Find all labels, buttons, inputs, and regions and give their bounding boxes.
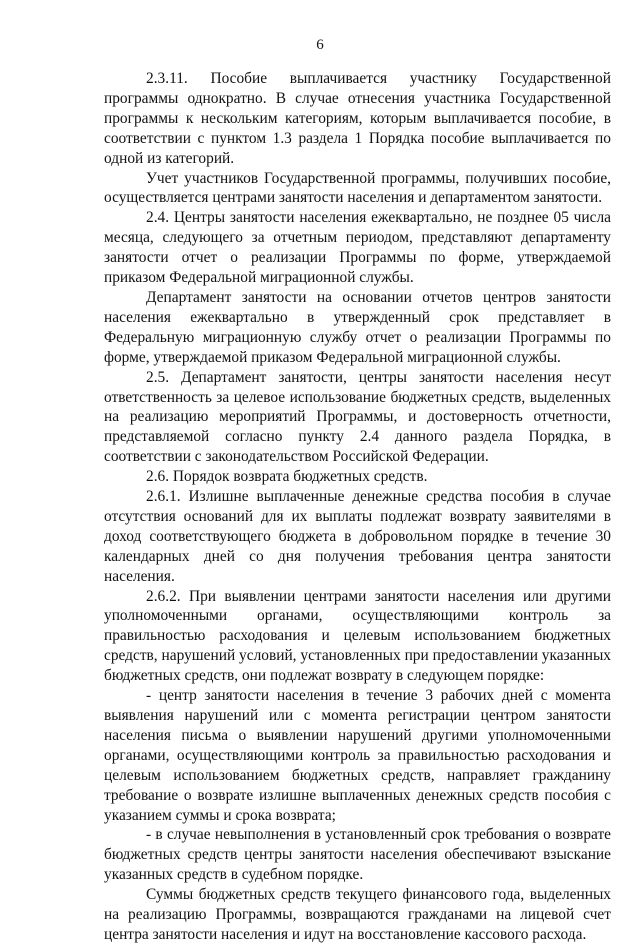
- paragraph-2-5: 2.5. Департамент занятости, центры занятости населения несут ответственность за целевое использование бюджетных средств, выделенных на реализацию мероприятий Программы, и достоверность отчетности, представляемой согласно пункту 2.4 данного раздела Порядка, в соответствии с законодательством Российской Федерации.: [104, 368, 611, 466]
- document-body: [104, 69, 611, 945]
- list-item-claim: - центр занятости населения в течение 3 рабочих дней с момента выявления нарушений или с момента регистрации центром занятости населения письма о выявлении нарушений другими уполномоченными органами, осуществляющими контроль за правильностью расходования и целевым использованием бюджетных средств, направляет гражданину требование о возврате излишне выплаченных денежных средств пособия с указанием суммы и срока возврата;: [104, 687, 611, 824]
- paragraph-2-6: 2.6. Порядок возврата бюджетных средств.: [146, 468, 428, 486]
- page-number: 6: [316, 37, 324, 53]
- paragraph-2-6-2: 2.6.2. При выявлении центрами занятости населения или другими уполномоченными органами, осуществляющими контроль за правильностью расходования и целевым использованием бюджетных средств, нарушений условий, установленных при предоставлении указанных бюджетных средств, они подлежат возврату в следующем порядке:: [104, 587, 611, 685]
- paragraph-2-3-11: 2.3.11. Пособие выплачивается участнику Государственной программы однократно. В случае отнесения участника Государственной программы к нескольким категориям, которым выплачивается пособие, в соответствии с пунктом 1.3 раздела 1 Порядка пособие выплачивается по одной из категорий.: [104, 70, 611, 167]
- list-item-court: - в случае невыполнения в установленный срок требования о возврате бюджетных средств центры занятости населения обеспечивают взыскание указанных средств в судебном порядке.: [104, 826, 611, 884]
- paragraph-2-4: 2.4. Центры занятости населения ежеквартально, не позднее 05 числа месяца, следующего за отчетным периодом, представляют департаменту занятости отчет о реализации Программы по форме, утверждаемой приказом Федеральной миграционной службы.: [104, 209, 611, 287]
- paragraph-department-report: Департамент занятости на основании отчетов центров занятости населения ежеквартально в утвержденный срок представляет в Федеральную миграционную службу отчет о реализации Программы по форме, утверждаемой приказом Федеральной миграционной службы.: [104, 288, 611, 366]
- paragraph-refund: Суммы бюджетных средств текущего финансового года, выделенных на реализацию Программы, возвращаются гражданами на лицевой счет центра занятости населения и идут на восстановление кассового расхода.: [104, 886, 611, 943]
- paragraph-accounting: Учет участников Государственной программы, получивших пособие, осуществляется центрами занятости населения и департаментом занятости.: [104, 169, 611, 207]
- paragraph-2-6-1: 2.6.1. Излишне выплаченные денежные средства пособия в случае отсутствия оснований для их выплаты подлежат возврату заявителями в доход соответствующего бюджета в добровольном порядке в течение 30 календарных дней со дня получения требования центра занятости населения.: [104, 488, 611, 585]
